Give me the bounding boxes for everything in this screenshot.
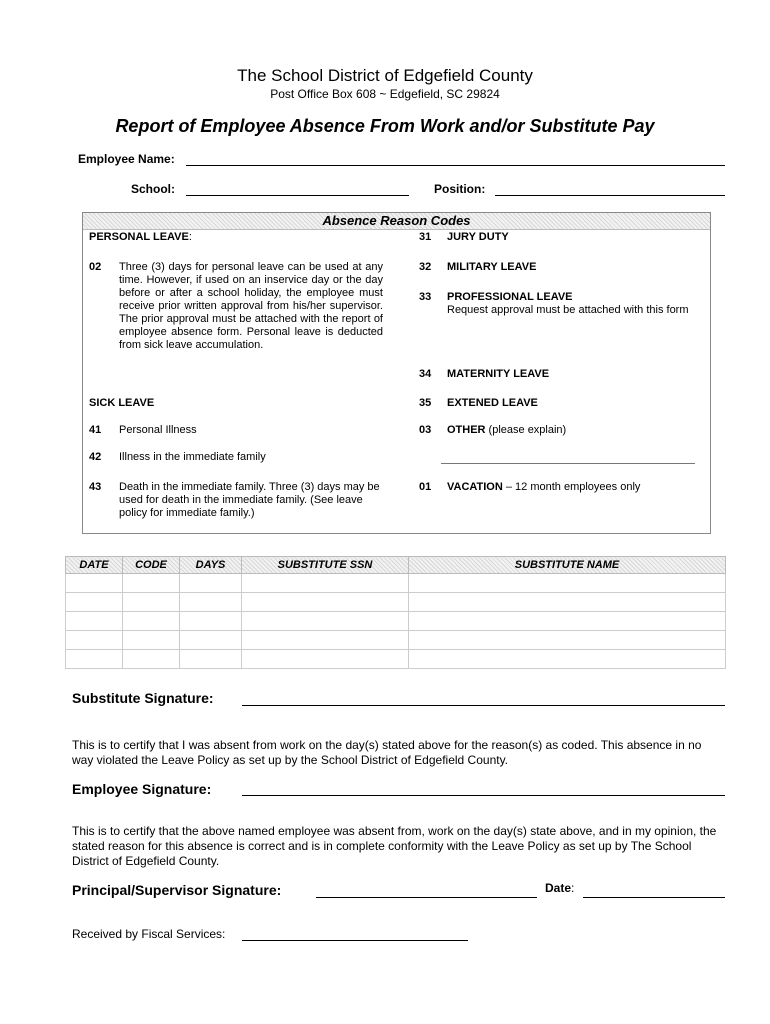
table-cell[interactable]: [66, 574, 123, 593]
received-by-field[interactable]: [242, 940, 468, 941]
personal-leave-heading: PERSONAL LEAVE:: [89, 231, 192, 243]
code-33-desc: PROFESSIONAL LEAVE: [447, 291, 573, 303]
table-cell[interactable]: [66, 650, 123, 669]
sick-leave-heading: SICK LEAVE: [89, 397, 155, 409]
substitute-signature-label: Substitute Signature:: [72, 690, 214, 706]
principal-signature-label: Principal/Supervisor Signature:: [72, 882, 282, 898]
district-address: Post Office Box 608 ~ Edgefield, SC 29824: [270, 87, 500, 101]
code-32-desc: MILITARY LEAVE: [447, 261, 537, 273]
substitute-table: [65, 556, 726, 669]
table-cell[interactable]: [409, 612, 726, 631]
district-name: The School District of Edgefield County: [237, 66, 533, 85]
table-row: [66, 593, 726, 612]
table-cell[interactable]: [180, 574, 242, 593]
school-label: School:: [131, 182, 175, 196]
employee-certification-text: This is to certify that I was absent from work on the day(s) stated above for the reason(s) as coded. This absence in no way violated the Leave Policy as set up by the School District of Edgefield County.: [72, 738, 702, 767]
absence-codes-box: [82, 212, 711, 534]
absence-codes-heading: Absence Reason Codes: [83, 213, 710, 230]
table-cell[interactable]: [242, 593, 409, 612]
table-cell[interactable]: [409, 631, 726, 650]
table-cell[interactable]: [242, 612, 409, 631]
code-35: 35: [419, 397, 432, 409]
received-by-label: Received by Fiscal Services:: [72, 927, 226, 941]
code-33-note: Request approval must be attached with this form: [447, 304, 689, 316]
code-32: 32: [419, 261, 432, 273]
code-35-desc: EXTENED LEAVE: [447, 397, 538, 409]
report-title: Report of Employee Absence From Work and/or Substitute Pay: [115, 116, 655, 136]
code-31: 31: [419, 231, 432, 243]
principal-signature-field[interactable]: [316, 897, 537, 898]
table-cell[interactable]: [242, 631, 409, 650]
col-substitute-name: SUBSTITUTE NAME: [409, 557, 726, 574]
school-field[interactable]: [186, 195, 409, 196]
table-cell[interactable]: [409, 593, 726, 612]
code-01: 01: [419, 481, 432, 493]
position-label: Position:: [434, 182, 486, 196]
col-days: DAYS: [180, 557, 242, 574]
date-field[interactable]: [583, 897, 725, 898]
table-cell[interactable]: [180, 593, 242, 612]
table-cell[interactable]: [242, 650, 409, 669]
code-31-desc: JURY DUTY: [447, 231, 509, 243]
table-cell[interactable]: [123, 631, 180, 650]
code-02: 02: [89, 261, 102, 273]
code-01-desc: VACATION – 12 month employees only: [447, 481, 641, 493]
table-cell[interactable]: [242, 574, 409, 593]
col-code: CODE: [123, 557, 180, 574]
code-03: 03: [419, 424, 432, 436]
code-02-desc: Three (3) days for personal leave can be used at any time. However, if used on an inservice day or the day before or after a school holiday, the employee must receive prior written approval from his/her supervisor. The prior approval must be attached with the report of employee absence form. Personal leave is deducted from sick leave accumulation.: [119, 261, 383, 351]
table-header-row: [66, 557, 726, 574]
col-date: DATE: [66, 557, 123, 574]
code-33: 33: [419, 291, 432, 303]
code-34-desc: MATERNITY LEAVE: [447, 368, 550, 380]
table-row: [66, 631, 726, 650]
code-41: 41: [89, 424, 102, 436]
date-label: Date:: [545, 881, 575, 895]
table-cell[interactable]: [66, 612, 123, 631]
table-cell[interactable]: [123, 574, 180, 593]
table-row: [66, 650, 726, 669]
code-43-desc: Death in the immediate family. Three (3) days may be used for death in the immediate family. (See leave policy for immediate family.): [119, 481, 380, 519]
principal-certification-text: This is to certify that the above named employee was absent from, work on the day(s) state above, and in my opinion, the stated reason for this absence is correct and is in complete conformity with the Leave Policy as set up by The School District of Edgefield County.: [72, 824, 717, 868]
table-row: [66, 574, 726, 593]
employee-name-field[interactable]: [186, 165, 725, 166]
table-cell[interactable]: [123, 650, 180, 669]
col-substitute-ssn: SUBSTITUTE SSN: [242, 557, 409, 574]
table-cell[interactable]: [123, 612, 180, 631]
table-cell[interactable]: [123, 593, 180, 612]
employee-signature-field[interactable]: [242, 795, 725, 796]
code-03-desc: OTHER (please explain): [447, 424, 567, 436]
table-cell[interactable]: [66, 593, 123, 612]
table-cell[interactable]: [180, 631, 242, 650]
other-explain-field[interactable]: [441, 463, 695, 464]
code-42-desc: Illness in the immediate family: [119, 451, 266, 463]
position-field[interactable]: [495, 195, 725, 196]
code-42: 42: [89, 451, 102, 463]
code-43: 43: [89, 481, 102, 493]
employee-name-label: Employee Name:: [78, 152, 175, 166]
table-cell[interactable]: [180, 650, 242, 669]
employee-signature-label: Employee Signature:: [72, 781, 212, 797]
table-cell[interactable]: [180, 612, 242, 631]
table-row: [66, 612, 726, 631]
substitute-signature-field[interactable]: [242, 705, 725, 706]
code-41-desc: Personal Illness: [119, 424, 197, 436]
table-cell[interactable]: [66, 631, 123, 650]
table-cell[interactable]: [409, 574, 726, 593]
code-34: 34: [419, 368, 432, 380]
table-cell[interactable]: [409, 650, 726, 669]
